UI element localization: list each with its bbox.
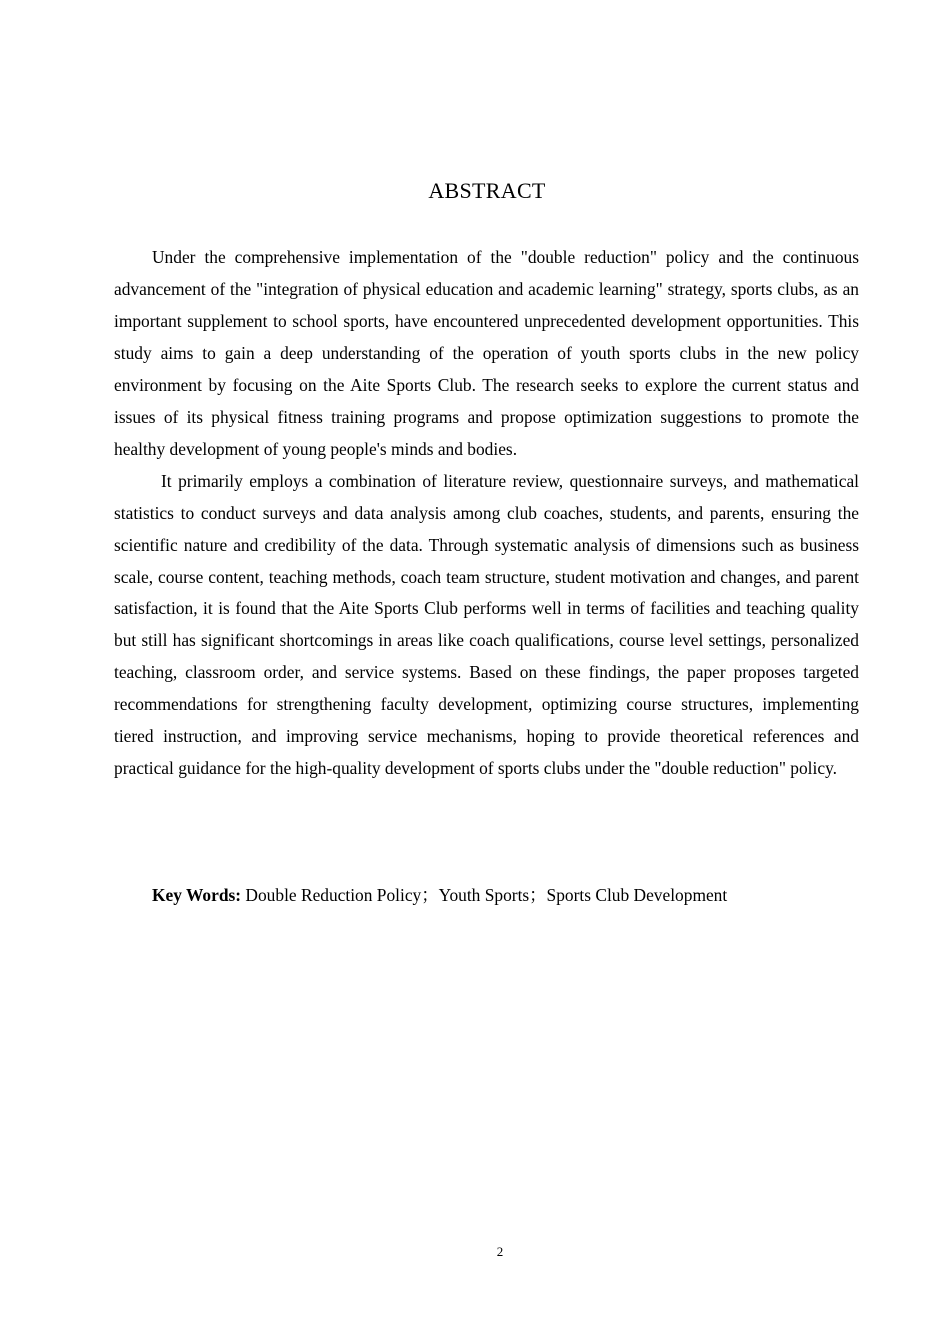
abstract-body	[114, 242, 859, 785]
page-number: 2	[496, 1244, 504, 1259]
abstract-heading: ABSTRACT	[428, 178, 546, 203]
keywords-line	[152, 880, 859, 912]
keywords-list: Double Reduction Policy；Youth Sports；Sports Club Development	[245, 885, 728, 905]
abstract-paragraph-2: It primarily employs a combination of literature review, questionnaire surveys, and mathematical statistics to conduct surveys and data analysis among club coaches, students, and parents, ensuring the scientific nature and credibility of the data. Through systematic analysis of dimensions such as business scale, course content, teaching methods, coach team structure, student motivation and changes, and parent satisfaction, it is found that the Aite Sports Club performs well in terms of facilities and teaching quality but still has significant shortcomings in areas like coach qualifications, course level settings, personalized teaching, classroom order, and service systems. Based on these findings, the paper proposes targeted recommendations for strengthening faculty development, optimizing course structures, implementing tiered instruction, and improving service mechanisms, hoping to provide theoretical references and practical guidance for the high-quality development of sports clubs under the "double reduction" policy.	[114, 470, 859, 779]
abstract-paragraph-1: Under the comprehensive implementation of the "double reduction" policy and the continuous advancement of the "integration of physical education and academic learning" strategy, sports clubs, as an important supplement to school sports, have encountered unprecedented development opportunities. This study aims to gain a deep understanding of the operation of youth sports clubs in the new policy environment by focusing on the Aite Sports Club. The research seeks to explore the current status and issues of its physical fitness training programs and propose optimization suggestions to promote the healthy development of young people's minds and bodies.	[114, 247, 859, 459]
keywords-label: Key Words:	[152, 885, 242, 905]
